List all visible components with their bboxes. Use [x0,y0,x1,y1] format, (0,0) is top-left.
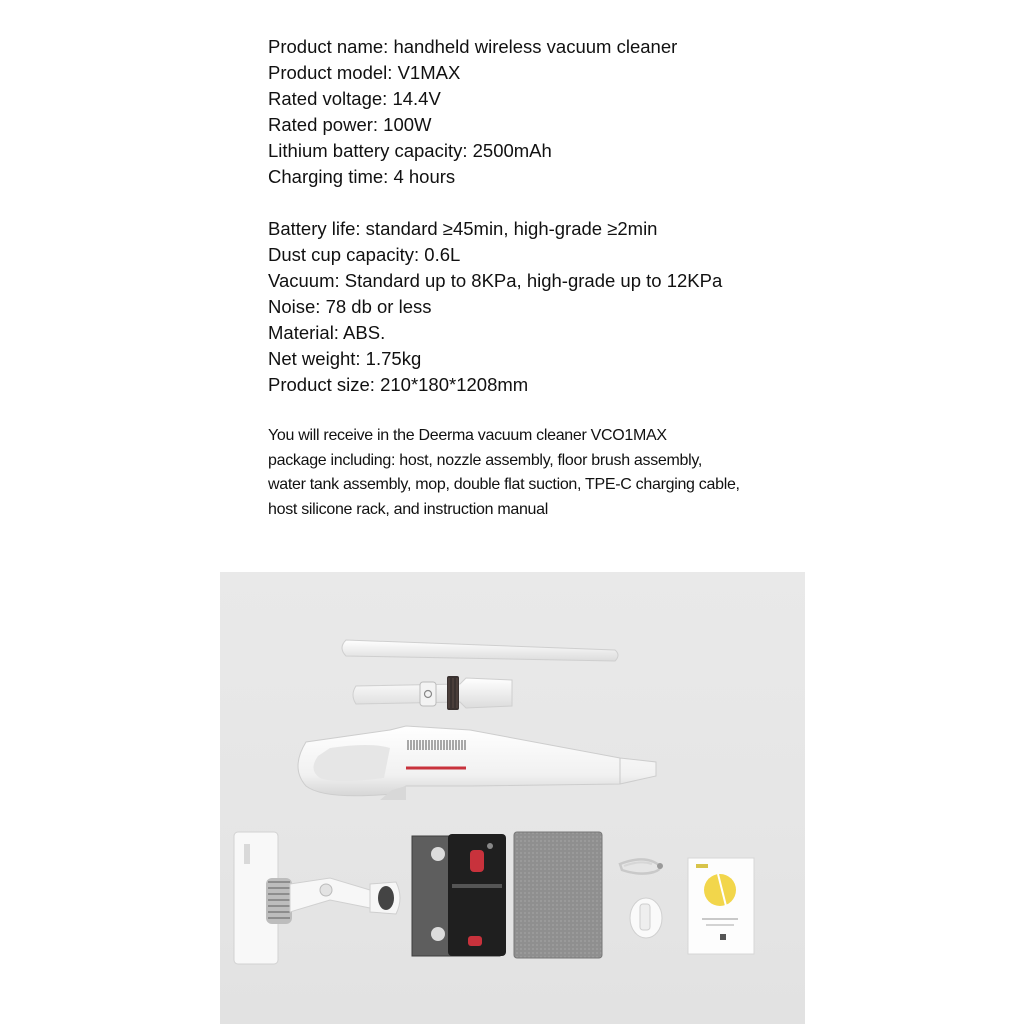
floor-brush [234,832,400,964]
spec-line: Product name: handheld wireless vacuum cleaner [268,36,678,57]
package-line: You will receive in the Deerma vacuum cleaner VCO1MAX [268,427,667,444]
kit-illustration [220,572,805,1024]
spec-line: Product size: 210*180*1208mm [268,374,529,395]
spec-line: Product model: V1MAX [268,62,461,83]
spec-line: Net weight: 1.75kg [268,348,422,369]
spec-line: Charging time: 4 hours [268,166,456,187]
spec-line: Rated power: 100W [268,114,432,135]
water-tank [412,834,506,956]
spec-line: Battery life: standard ≥45min, high-grade ≥2min [268,218,658,239]
spec-line: Rated voltage: 14.4V [268,88,441,109]
package-line: host silicone rack, and instruction manual [268,500,548,518]
instruction-manual [688,858,754,954]
spec-list [268,34,788,398]
spec-line: Dust cup capacity: 0.6L [268,244,461,265]
silicone-rack [630,898,662,938]
product-kit-photo [220,572,805,1024]
vacuum-main-body [298,726,656,800]
spec-line: Lithium battery capacity: 2500mAh [268,140,552,161]
spec-line: Material: ABS. [268,322,386,343]
brush-nozzle [353,676,512,710]
extension-tube [342,640,618,661]
spec-line: Vacuum: Standard up to 8KPa, high-grade up to 12KPa [268,270,723,291]
mop-cloth [514,832,602,958]
spec-spacer [268,190,788,216]
charging-cable [620,859,663,873]
spec-line: Noise: 78 db or less [268,296,432,317]
package-contents [268,424,798,522]
package-line: water tank assembly, mop, double flat suction, TPE-C charging cable, [268,476,740,493]
package-line: package including: host, nozzle assembly, floor brush assembly, [268,451,703,469]
